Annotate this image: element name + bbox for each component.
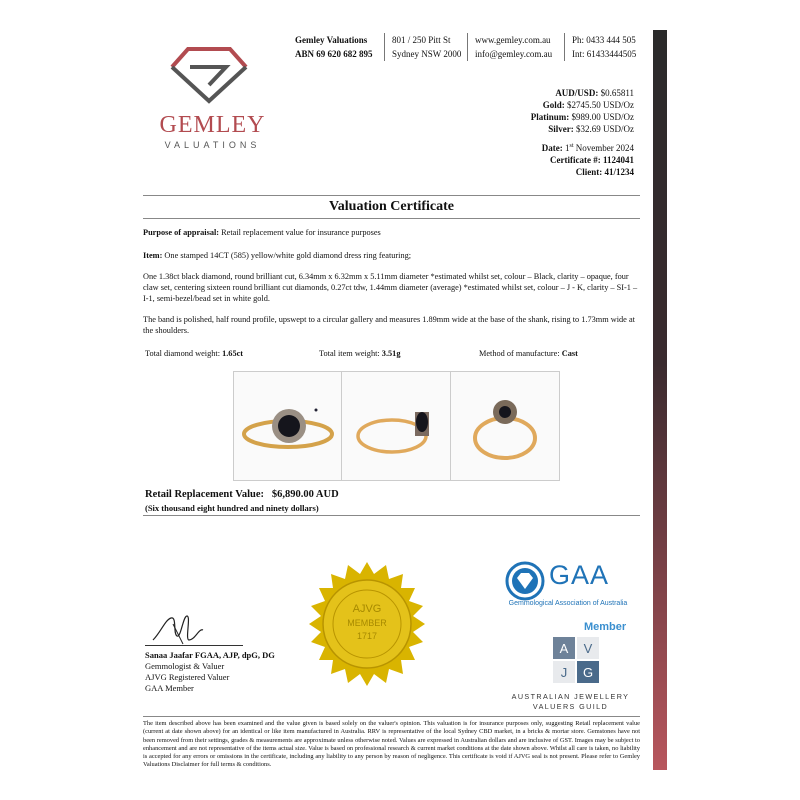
signature-line <box>145 645 243 646</box>
stone-description: One 1.38ct black diamond, round brilliant cut, 6.34mm x 6.32mm x 5.11mm diameter *estimated whilst set, colour – Black, clarity – opaque, four claw set, centering sixteen round brilliant cut diamonds, 0.27ct tdw, 1.44mm diameter (average) *estimated whilst set, colour – J - K, clarity – SI-1 – I-1, semi-bezel/bead set in white gold. <box>143 272 638 303</box>
side-color-bar <box>653 30 667 770</box>
metal-rates: AUD/USD: $0.65811 Gold: $2745.50 USD/Oz Platinum: $989.00 USD/Oz Silver: $32.69 USD/Oz <box>530 88 634 134</box>
valuer-signature-icon <box>143 610 223 650</box>
header-phone <box>572 33 636 61</box>
ajvg-gold-seal-icon <box>305 562 429 686</box>
logo-name: GEMLEY <box>159 112 266 138</box>
address-line2: Sydney NSW 2000 <box>392 49 462 59</box>
header-company <box>295 33 373 61</box>
divider <box>143 716 640 717</box>
svg-text:G: G <box>582 665 594 680</box>
valuer-details: Sanaa Jaafar FGAA, AJP, dpG, DG Gemmologist & Valuer AJVG Registered Valuer GAA Member <box>145 650 275 693</box>
member-label: Member <box>584 621 627 633</box>
svg-text:J: J <box>560 665 568 680</box>
seal-text-num: 1717 <box>356 631 378 641</box>
seal-text-mid: MEMBER <box>347 618 387 628</box>
gaa-emblem-icon <box>505 561 545 601</box>
divider <box>143 218 640 219</box>
intl-phone-number: Int: 61433444505 <box>572 49 637 59</box>
svg-text:V: V <box>583 641 593 656</box>
retail-value-line: Retail Replacement Value: $6,890.00 AUD <box>145 489 339 500</box>
divider <box>143 515 640 516</box>
header-divider <box>564 33 565 61</box>
logo-subtitle: VALUATIONS <box>164 140 261 150</box>
header-divider <box>384 33 385 61</box>
address-line1: 801 / 250 Pitt St <box>392 35 451 45</box>
band-description: The band is polished, half round profile, upswept to a circular gallery and measures 1.89mm wide at the base of the shank, rising to 1.73mm wide at the shoulders. <box>143 315 635 335</box>
ajvg-logo-icon <box>553 637 601 685</box>
seal-text-top: AJVG <box>352 603 382 615</box>
header-web <box>475 33 552 61</box>
gaa-full-name: Gemmological Association of Australia <box>508 600 628 607</box>
certificate-date: Date: 1st November 2024 <box>541 143 634 153</box>
svg-text:A: A <box>559 641 569 656</box>
ring-photo-back <box>450 371 560 481</box>
gaa-abbr: GAA <box>549 560 610 590</box>
certificate-number: Certificate #: 1124041 <box>550 155 634 165</box>
purpose-line: Purpose of appraisal: Retail replacement value for insurance purposes <box>143 228 381 237</box>
divider <box>143 195 640 196</box>
certificate-page: GEMLEY VALUATIONS Gemley Valuations ABN 69 620 682 895 801 / 250 Pitt St Sydney NSW 2000 www.gemley.com.au info@gemley.com.au Ph: 0433 444 505 Int: 61433444505 AUD/USD: $0.65811 Gold: $2745.50 USD/Oz Platinum: $989.00 USD/Oz Silver: $32.69 USD/Oz Date: 1st November 2024 Certificate #: 1124041 Client: 41/1234 Valuation Certificate Purpose of appraisal: Retail replacement value for insurance purposes Item: One stamped 14CT (585) yellow/white gold diamond dress ring featuring; One 1.38ct black diamond, round brilliant cut, 6.34mm x 6.32mm x 5.11mm diameter *estimated whilst set, colour – Black, clarity – opaque, four claw set, centering sixteen round brilliant cut diamonds, 0.27ct tdw, 1.44mm diameter (average) *estimated whilst set, colour – J - K, clarity – SI-1 – I-1, semi-bezel/bead set in white gold. The band is polished, half round profile, upswept to a circular gallery and measures 1.89mm wide at the base of the shank, rising to 1.73mm wide at the shoulders. Total diamond weight: 1.65ct Total item weight: 3.51g Method of manufacture: Cast Retail Replacement Value: $6,890.00 AUD (Six thousand eight hundred and ninety dollars) AJVG MEMBER 1717 Sanaa Jaafar FGAA, AJP, dpG, DG Gemmologist & Valuer AJVG Registered Valuer GAA Member GAA Gemmological Association of Australia Member A V J G AUSTRALIAN JEWELLERY VALUERS GUILD The item described above has been examined and the value given is based solely on the valuer's opinion. This valuation is for insurance purposes only, suggesting Retail replacement value (current at date shown above) for an identical or like item manufactured in Australia. RRV is representative of the local Sydney CBD market, in a bricks & mortar store. Gemstones have not been removed from their settings, grades & measurements are approximate unless otherwise noted. Values are expressed in Australian dollars and are inclusive of GST. Images may be subject to enhancement and are not representative of the items actual size. Value is based on professional research & current market conditions at the date shown above. Whilst all care is taken, no liability is accepted for any errors or omissions in the certificate, including any liability to any person by reason of negligence. This certificate is void if AJVG seal is not present. Please refer to Gemley Valuations Disclaimer for full terms & conditions. <box>0 0 800 800</box>
website-link[interactable]: www.gemley.com.au <box>475 35 551 45</box>
ring-photo-side <box>341 371 451 481</box>
phone-number: Ph: 0433 444 505 <box>572 35 636 45</box>
valuer-name: Sanaa Jaafar FGAA, AJP, dpG, DG <box>145 650 275 660</box>
ajvg-name: AUSTRALIAN JEWELLERY VALUERS GUILD <box>511 692 630 711</box>
certificate-meta <box>542 140 634 178</box>
gem-logo-icon <box>168 45 250 105</box>
company-name: Gemley Valuations <box>295 35 368 45</box>
item-line: Item: One stamped 14CT (585) yellow/white gold diamond dress ring featuring; <box>143 251 412 260</box>
ring-photo-top <box>233 371 343 481</box>
disclaimer-text: The item described above has been examined and the value given is based solely on the valuer's opinion. This valuation is for insurance purposes only, suggesting Retail replacement value (current at date shown above) for an identical or like item manufactured in Australia. RRV is representative of the local Sydney CBD market, in a bricks & mortar store. Gemstones have not been removed from their settings, grades & measurements are approximate unless otherwise noted. Values are expressed in Australian dollars and are inclusive of GST. Images may be subject to enhancement and are not representative of the items actual size. Value is based on professional research & current market conditions at the date shown above. Whilst all care is taken, no liability is accepted for any errors or omissions in the certificate, including any liability to any person by reason of negligence. This certificate is void if AJVG seal is not present. Please refer to Gemley Valuations Disclaimer for full terms & conditions. <box>143 720 640 769</box>
company-abn: ABN 69 620 682 895 <box>295 49 373 59</box>
email-link[interactable]: info@gemley.com.au <box>475 49 553 59</box>
header-address <box>392 33 461 61</box>
retail-value-amount: $6,890.00 AUD <box>271 489 339 500</box>
retail-value-words: (Six thousand eight hundred and ninety dollars) <box>145 503 319 513</box>
client-number: Client: 41/1234 <box>575 167 634 177</box>
certificate-title: Valuation Certificate <box>328 199 455 214</box>
header-divider <box>467 33 468 61</box>
